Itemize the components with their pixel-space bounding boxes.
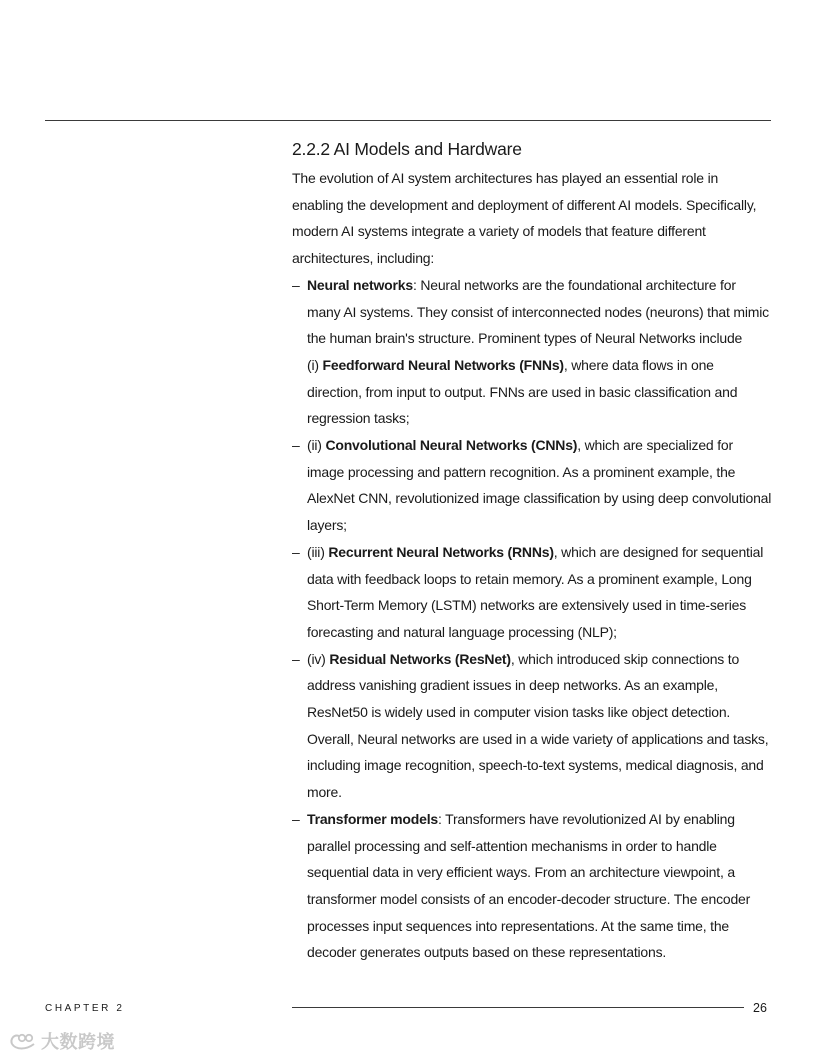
sub-item-fnn xyxy=(307,352,772,432)
list-item-resnet xyxy=(292,646,772,806)
list-item-cnn xyxy=(292,432,772,539)
section-heading: 2.2.2 AI Models and Hardware xyxy=(292,139,522,159)
item-prefix: (ii) xyxy=(307,437,326,454)
list-dash: – xyxy=(292,810,300,827)
main-content xyxy=(292,138,772,966)
list-dash: – xyxy=(292,543,300,560)
item-prefix: (iii) xyxy=(307,543,329,560)
watermark-logo-icon xyxy=(8,1030,38,1052)
sub-text: , where data flows in one direction, from input to output. FNNs are used in basic classification and regression tasks; xyxy=(307,356,738,427)
list-item-rnn xyxy=(292,539,772,646)
term-fnn: Feedforward Neural Networks (FNNs) xyxy=(322,356,564,373)
term-transformer: Transformer models xyxy=(307,810,438,827)
list-item-transformer xyxy=(292,806,772,966)
list-dash: – xyxy=(292,650,300,667)
list-item-neural-networks xyxy=(292,272,772,432)
item-text: : Neural networks are the foundational architecture for many AI systems. They consist of interconnected nodes (neurons) that mimic the human brain's structure. Prominent types of Neural Networks include xyxy=(307,276,769,347)
footer-chapter-label: CHAPTER 2 xyxy=(45,1003,125,1014)
term-resnet: Residual Networks (ResNet) xyxy=(329,650,511,667)
term-rnn: Recurrent Neural Networks (RNNs) xyxy=(328,543,554,560)
list-dash: – xyxy=(292,276,300,293)
sub-prefix: (i) xyxy=(307,356,323,373)
item-text: , which are specialized for image processing and pattern recognition. As a prominent example, the AlexNet CNN, revolutionized image classification by using deep convolutional layers; xyxy=(307,437,772,534)
item-text: , which introduced skip connections to address vanishing gradient issues in deep networks. As an example, ResNet50 is widely used in computer vision tasks like object detection. Overall, Neural networks are used in a wide variety of applications and tasks, including image recognition, speech-to-text systems, medical diagnosis, and more. xyxy=(307,650,769,801)
item-text: , which are designed for sequential data with feedback loops to retain memory. As a prominent example, Long Short-Term Memory (LSTM) networks are extensively used in time-series forecasting and natural language processing (NLP); xyxy=(307,543,764,640)
page-number: 26 xyxy=(753,1001,767,1015)
list-dash: – xyxy=(292,437,300,454)
item-text: : Transformers have revolutionized AI by enabling parallel processing and self-attention mechanisms in order to handle sequential data in very efficient ways. From an architecture viewpoint, a transformer model consists of an encoder-decoder structure. The encoder processes input sequences into representations. At the same time, the decoder generates outputs based on these representations. xyxy=(307,810,751,961)
top-divider xyxy=(45,120,771,121)
term-cnn: Convolutional Neural Networks (CNNs) xyxy=(325,437,578,454)
watermark-text: 大数跨境 xyxy=(41,1032,115,1053)
item-prefix: (iv) xyxy=(307,650,330,667)
intro-paragraph: The evolution of AI system architectures has played an essential role in enabling the development and deployment of different AI models. Specifically, modern AI systems integrate a variety of models that feature different architectures, including: xyxy=(292,170,757,267)
watermark xyxy=(8,1028,115,1054)
footer-divider xyxy=(292,1007,744,1008)
term-neural-networks: Neural networks xyxy=(307,276,413,293)
